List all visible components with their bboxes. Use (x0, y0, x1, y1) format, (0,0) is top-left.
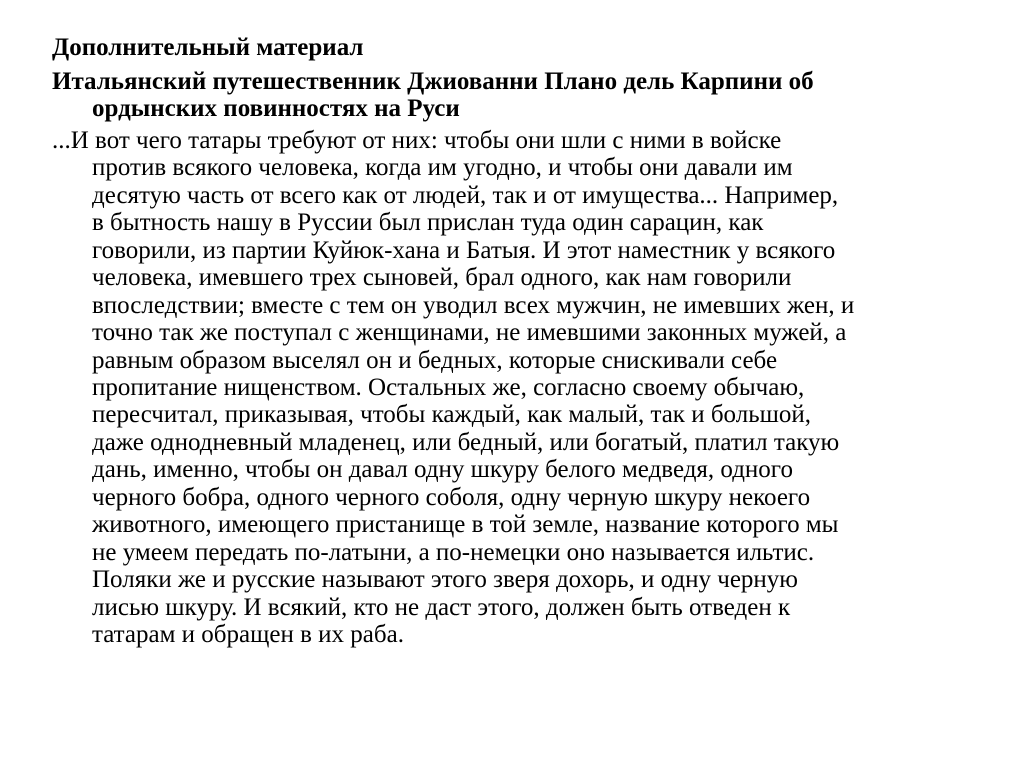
body-text-line: черного бобра, одного черного соболя, одну черную шкуру некоего (92, 484, 811, 511)
body-text-line: человека, имевшего трех сыновей, брал одного, как нам говорили (92, 264, 792, 291)
body-text-line: дань, именно, чтобы он давал одну шкуру белого медведя, одного (92, 456, 793, 483)
body-text-line: точно так же поступал с женщинами, не имевшими законных мужей, а (92, 319, 847, 346)
subtitle-line: Итальянский путешественник Джиованни Плано дель Карпини об (52, 68, 814, 95)
body-text-line: впоследствии; вместе с тем он уводил всех мужчин, не имевших жен, и (92, 292, 855, 319)
body-text-line: татарам и обращен в их раба. (92, 621, 404, 648)
body-text-line: равным образом выселял он и бедных, которые снискивали себе (92, 347, 778, 374)
body-text-line: не умеем передать по-латыни, а по-немецки оно называется ильтис. (92, 539, 815, 566)
body-text-line: в бытность нашу в Руссии был прислан туда один сарацин, как (92, 209, 764, 236)
body-text-line: против всякого человека, когда им угодно, и чтобы они давали им (92, 154, 793, 181)
body-text-line: говорили, из партии Куйюк-хана и Батыя. И этот наместник у всякого (92, 237, 836, 264)
body-text-line: пропитание нищенством. Остальных же, согласно своему обычаю, (92, 374, 805, 401)
body-text-line: ...И вот чего татары требуют от них: чтобы они шли с ними в войске (52, 127, 782, 154)
body-text-line: лисью шкуру. И всякий, кто не даст этого, должен быть отведен к (92, 594, 791, 621)
body-text-line: даже однодневный младенец, или бедный, или богатый, платил такую (92, 429, 840, 456)
page-title: Дополнительный материал (52, 34, 364, 61)
body-text-line: десятую часть от всего как от людей, так и от имущества... Например, (92, 182, 839, 209)
subtitle-line: ордынских повинностях на Руси (92, 95, 460, 122)
body-text-line: животного, имеющего пристанище в той земле, название которого мы (92, 511, 839, 538)
body-text-line: Поляки же и русские называют этого зверя дохорь, и одну черную (92, 566, 798, 593)
body-text-line: пересчитал, приказывая, чтобы каждый, как малый, так и большой, (92, 401, 811, 428)
